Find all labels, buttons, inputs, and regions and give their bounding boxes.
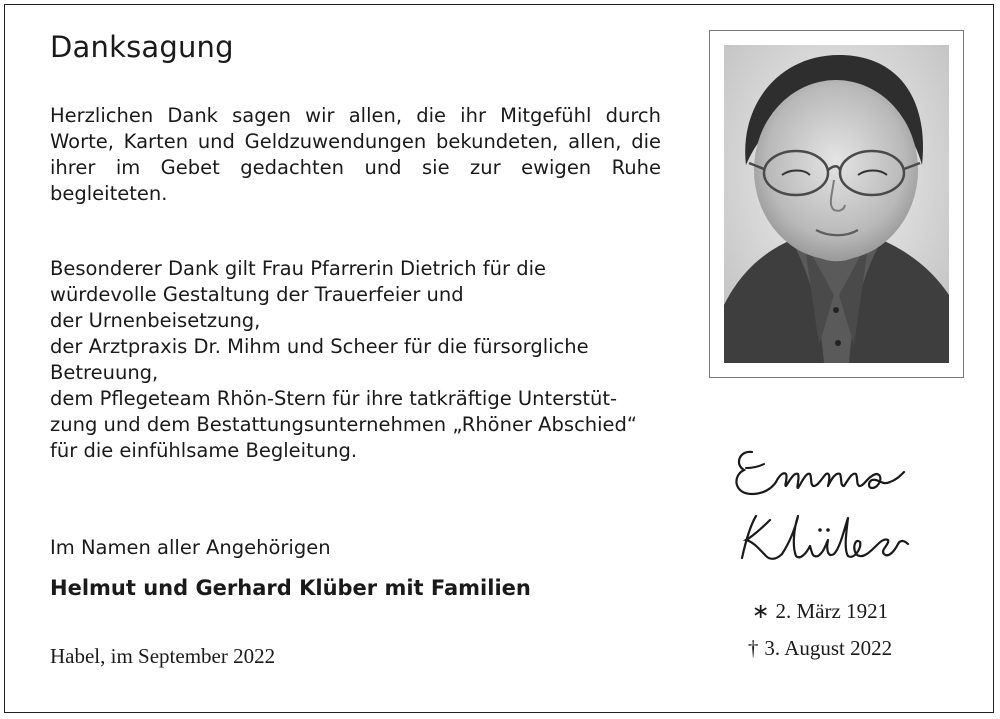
birth-symbol: ∗ (751, 599, 770, 623)
relatives-preamble: Im Namen aller Angehörigen (50, 536, 331, 559)
death-symbol: † (747, 636, 759, 660)
special-thanks-paragraph (50, 256, 661, 464)
notice-title: Danksagung (50, 30, 234, 64)
special-thanks-line: für die einfühlsame Begleitung. (50, 439, 358, 462)
special-thanks-line: würdevolle Gestaltung der Trauerfeier und (50, 283, 464, 306)
birth-date: 2. März 1921 (775, 599, 889, 623)
place-and-date: Habel, im September 2022 (50, 644, 276, 668)
special-thanks-line: dem Pflegeteam Rhön-Stern für ihre tatkräftige Unterstüt- (50, 387, 618, 410)
special-thanks-line: Betreuung, (50, 361, 159, 384)
death-date: 3. August 2022 (764, 636, 893, 660)
thanks-paragraph: Herzlichen Dank sagen wir allen, die ihr Mitgefühl durch Worte, Karten und Geldzuwendungen bekundeten, allen, die ihrer im Gebet gedachten und sie zur ewigen Ruhe begleiteten. (50, 104, 661, 205)
portrait-photo (709, 30, 964, 378)
name-signature (720, 430, 960, 590)
special-thanks-line: Besonderer Dank gilt Frau Pfarrerin Dietrich für die (50, 257, 547, 280)
family-names: Helmut und Gerhard Klüber mit Familien (50, 576, 531, 600)
special-thanks-line: der Arztpraxis Dr. Mihm und Scheer für die fürsorgliche (50, 335, 589, 358)
death-date-line (720, 635, 920, 661)
birth-date-line (720, 598, 920, 624)
special-thanks-line: zung und dem Bestattungsunternehmen „Rhöner Abschied“ (50, 413, 638, 436)
special-thanks-line: der Urnenbeisetzung, (50, 309, 261, 332)
portrait-image (724, 45, 949, 363)
